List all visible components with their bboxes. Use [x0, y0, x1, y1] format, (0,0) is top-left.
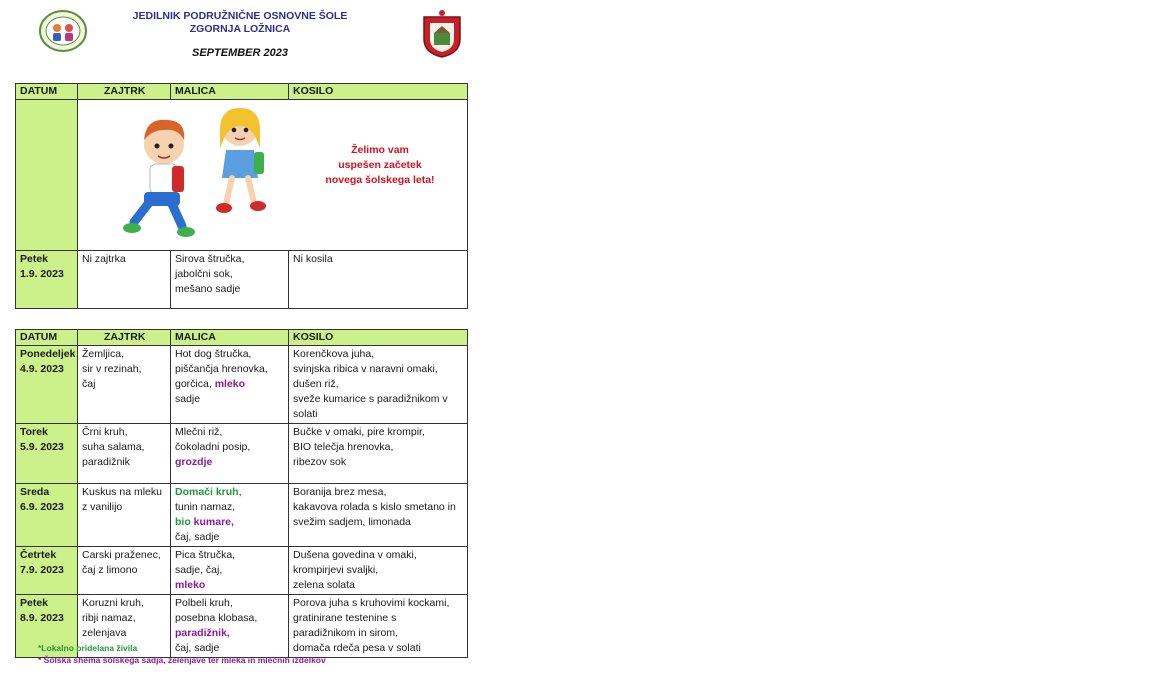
municipality-crest: [420, 9, 464, 59]
school-location: ZGORNJA LOŽNICA: [189, 23, 291, 35]
malica-cell: [171, 251, 289, 309]
school-scheme-item: kumare,: [190, 516, 234, 528]
day-date: 4.9. 2023: [20, 363, 64, 375]
meal-item: gratinirane testenine s: [293, 612, 397, 624]
school-scheme-item: grozdje: [175, 456, 213, 468]
meal-item: Črni kruh,: [82, 426, 128, 438]
malica-cell: [171, 595, 289, 658]
kosilo-cell: [289, 251, 468, 309]
meal-item: Sirova štručka,: [175, 253, 245, 265]
table-header-row: [16, 84, 468, 100]
malica-cell: [171, 424, 289, 484]
table-row: [16, 547, 468, 595]
meal-item: sadje, čaj,: [175, 564, 223, 576]
local-food-item: bio: [175, 516, 191, 528]
meal-item: ribji namaz,: [82, 612, 136, 624]
legend-school-scheme: * Šolska shema šolskega sadja, zelenjave ter mleka in mlečnih izdelkov: [38, 655, 326, 665]
meal-item: Ni zajtrka: [82, 253, 126, 265]
zajtrk-cell: [78, 484, 171, 547]
zajtrk-cell: [78, 346, 171, 424]
meal-item: Žemljica,: [82, 348, 125, 360]
zajtrk-cell: [78, 547, 171, 595]
day-name: Sreda: [20, 486, 50, 498]
legend-local-food: *Lokalno pridelana živila: [38, 643, 138, 653]
date-cell: [16, 251, 78, 309]
zajtrk-cell: [78, 424, 171, 484]
malica-cell: [171, 484, 289, 547]
col-header-malica: MALICA: [171, 330, 289, 346]
meal-item: BIO telečja hrenovka,: [293, 441, 394, 453]
menu-month: SEPTEMBER 2023: [192, 47, 288, 59]
meal-item: dušen riž,: [293, 378, 339, 390]
menu-table-week2: [15, 329, 468, 658]
meal-item: sadje: [175, 393, 201, 405]
col-header-zajtrk: ZAJTRK: [78, 84, 171, 100]
welcome-cell: [78, 100, 468, 251]
meal-item: svinjska ribica v naravni omaki,: [293, 363, 438, 375]
meal-item: Boranija brez mesa,: [293, 486, 387, 498]
day-date: 7.9. 2023: [20, 564, 64, 576]
table-row: [16, 251, 468, 309]
menu-table-week1: [15, 83, 468, 309]
day-name: Petek: [20, 597, 49, 609]
meal-item: svežim sadjem, limonada: [293, 516, 411, 528]
day-date: 1.9. 2023: [20, 268, 64, 280]
school-logo-left: [38, 9, 88, 53]
meal-item: kakavova rolada s kislo smetano in: [293, 501, 456, 513]
school-scheme-item: mleko: [175, 579, 206, 591]
meal-item: paradižnikom in sirom,: [293, 627, 399, 639]
malica-cell: [171, 547, 289, 595]
meal-item: paradižnik: [82, 456, 130, 468]
school-scheme-item: mleko: [214, 378, 246, 390]
meal-item: Koruzni kruh,: [82, 597, 144, 609]
day-date: 5.9. 2023: [20, 441, 64, 453]
meal-item: Dušena govedina v omaki,: [293, 549, 417, 561]
meal-item: Carski praženec,: [82, 549, 161, 561]
meal-item: čaj: [82, 378, 96, 390]
welcome-date-cell: [16, 100, 78, 251]
col-header-datum: DATUM: [16, 330, 78, 346]
meal-item: gorčica,: [175, 378, 215, 390]
date-cell: [16, 424, 78, 484]
meal-item: Kuskus na mleku: [82, 486, 162, 498]
welcome-line: uspešen začetek: [338, 159, 422, 171]
day-name: Petek: [20, 253, 49, 265]
col-header-kosilo: KOSILO: [289, 330, 468, 346]
welcome-message: [310, 143, 450, 188]
meal-item: Ni kosila: [293, 253, 333, 265]
date-cell: [16, 547, 78, 595]
meal-item-row: [175, 485, 284, 500]
kosilo-cell: [289, 424, 468, 484]
date-cell: [16, 346, 78, 424]
meal-item: mešano sadje: [175, 283, 241, 295]
meal-item: solati: [293, 408, 318, 420]
meal-item: Bučke v omaki, pire krompir,: [293, 426, 425, 438]
meal-item-row: [175, 515, 284, 530]
meal-item: z vanilijo: [82, 501, 123, 513]
school-scheme-item: paradižnik,: [175, 627, 230, 639]
day-name: Torek: [20, 426, 48, 438]
malica-cell: [171, 346, 289, 424]
meal-item: domača rdeča pesa v solati: [293, 642, 421, 654]
kids-illustration: [122, 104, 292, 246]
date-cell: [16, 484, 78, 547]
zajtrk-cell: [78, 251, 171, 309]
day-name: Četrtek: [20, 549, 57, 561]
meal-item: Hot dog štručka,: [175, 348, 252, 360]
table-row: [16, 484, 468, 547]
meal-item: čaj z limono: [82, 564, 138, 576]
meal-item: posebna klobasa,: [175, 612, 258, 624]
meal-item-row: [175, 377, 284, 392]
meal-item: zelenjava: [82, 627, 127, 639]
col-header-kosilo: KOSILO: [289, 84, 468, 100]
meal-item: čokoladni posip,: [175, 441, 251, 453]
table-row: [16, 424, 468, 484]
welcome-line: novega šolskega leta!: [325, 174, 435, 186]
col-header-malica: MALICA: [171, 84, 289, 100]
meal-item: zelena solata: [293, 579, 355, 591]
meal-item: suha salama,: [82, 441, 145, 453]
meal-item: Mlečni riž,: [175, 426, 223, 438]
meal-item: ribezov sok: [293, 456, 347, 468]
meal-item: jabolčni sok,: [175, 268, 233, 280]
kosilo-cell: [289, 346, 468, 424]
welcome-row: [16, 100, 468, 251]
col-header-zajtrk: ZAJTRK: [78, 330, 171, 346]
meal-item: sir v rezinah,: [82, 363, 142, 375]
meal-item: piščančja hrenovka,: [175, 363, 268, 375]
meal-item: Korenčkova juha,: [293, 348, 375, 360]
welcome-line: Želimo vam: [351, 144, 409, 156]
meal-item: Pica štručka,: [175, 549, 236, 561]
day-name: Ponedeljek: [20, 348, 76, 360]
col-header-datum: DATUM: [16, 84, 78, 100]
table-row: [16, 346, 468, 424]
meal-item: Polbeli kruh,: [175, 597, 233, 609]
day-date: 8.9. 2023: [20, 612, 64, 624]
meal-item: tunin namaz,: [175, 501, 236, 513]
kosilo-cell: [289, 547, 468, 595]
table-header-row: [16, 330, 468, 346]
meal-item: krompirjevi svaljki,: [293, 564, 379, 576]
school-title: JEDILNIK PODRUŽNIČNE OSNOVNE ŠOLE: [132, 10, 348, 22]
meal-item: ,: [238, 486, 242, 498]
meal-item: čaj, sadje: [175, 642, 220, 654]
local-food-item: Domači kruh: [175, 486, 239, 498]
day-date: 6.9. 2023: [20, 501, 64, 513]
meal-item: Porova juha s kruhovimi kockami,: [293, 597, 450, 609]
kosilo-cell: [289, 595, 468, 658]
kosilo-cell: [289, 484, 468, 547]
meal-item: čaj, sadje: [175, 531, 220, 543]
meal-item: sveže kumarice s paradižnikom v: [293, 393, 448, 405]
